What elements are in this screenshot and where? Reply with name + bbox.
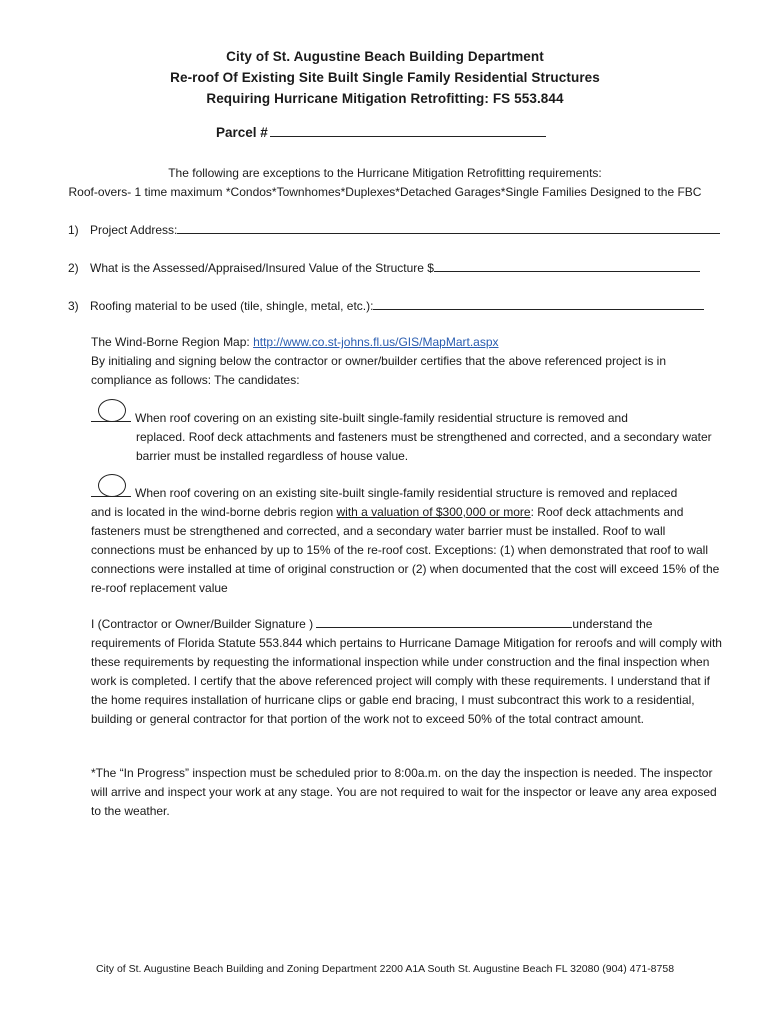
signature-statement-text: understand the requirements of Florida Statute 553.844 which pertains to Hurricane Damage Mitigation for reroofs and will comply with these requirements by requesting the informational inspection while under construction and the final inspection when work is completed. I certify that the above referenced project will comply with these requirements. I understand that if the home requires installation of hurricane clips or gable end bracing, I must subcontract this work to a residential, building or general contractor for that portion of the work not to exceed 50% of the total contract amount. (91, 617, 722, 726)
initial-circle-icon (98, 474, 126, 497)
initial-blank-2[interactable] (91, 483, 131, 497)
valuation-threshold: with a valuation of $300,000 or more (336, 505, 531, 519)
form-title: Re-roof Of Existing Site Built Single Family Residential Structures (170, 70, 600, 85)
parcel-label: Parcel # (216, 125, 268, 140)
question-label: What is the Assessed/Appraised/Insured Value of the Structure $ (90, 261, 434, 275)
wind-borne-map-line (91, 333, 731, 352)
question-number: 2) (68, 261, 79, 275)
structure-value-line[interactable] (434, 258, 700, 272)
question-project-address (68, 220, 720, 240)
question-label: Project Address: (90, 223, 178, 237)
initial-circle-icon (98, 399, 126, 422)
inspection-note: *The “In Progress” inspection must be scheduled prior to 8:00a.m. on the day the inspection is needed. The inspector will arrive and inspect your work at any stage. You are not required to wait for the inspector or leave any area exposed to the weather. (91, 766, 717, 818)
question-number: 1) (68, 223, 79, 237)
initial-blank-1[interactable] (91, 408, 131, 422)
candidate-2-pre: and is located in the wind-borne debris region (91, 505, 337, 519)
exceptions-list: Roof-overs- 1 time maximum *Condos*Townhomes*Duplexes*Detached Garages*Single Families Designed to the FBC (68, 185, 702, 199)
certification-text: By initialing and signing below the contractor or owner/builder certifies that the above referenced project is in compliance as follows: The candidates: (91, 354, 666, 387)
footer-address: City of St. Augustine Beach Building and Zoning Department 2200 A1A South St. Augustine Beach FL 32080 (904) 471-8758 (95, 963, 675, 975)
candidate-2-text: : Roof deck attachments and fasteners must be strengthened and corrected, and a secondary water barrier must be installed. Roof to wall connections must be enhanced by up to 15% of the re-roof cost. Exceptions: (1) when demonstrated that roof to wall connections were installed at time of original construction or (2) when documented that the cost will exceed 15% of the re-roof replacement value (91, 505, 720, 595)
form-subtitle: Requiring Hurricane Mitigation Retrofitting: FS 553.844 (206, 91, 564, 106)
exceptions-intro: The following are exceptions to the Hurricane Mitigation Retrofitting requirements: (168, 166, 602, 180)
project-address-line[interactable] (177, 220, 720, 234)
candidate-1-text: replaced. Roof deck attachments and fasteners must be strengthened and corrected, and a secondary water barrier must be installed regardless of house value. (136, 430, 712, 463)
question-roofing-material (68, 296, 704, 316)
signature-statement (91, 614, 725, 729)
department-title: City of St. Augustine Beach Building Department (226, 49, 544, 64)
roofing-material-line[interactable] (373, 296, 704, 310)
signature-line[interactable] (316, 614, 572, 628)
candidate-1-line1: When roof covering on an existing site-built single-family residential structure is removed and (135, 411, 628, 425)
question-structure-value (68, 258, 700, 278)
wind-map-link[interactable]: http://www.co.st-johns.fl.us/GIS/MapMart.aspx (253, 335, 499, 349)
question-label: Roofing material to be used (tile, shingle, metal, etc.): (90, 299, 374, 313)
signature-label: I (Contractor or Owner/Builder Signature ) (91, 617, 317, 631)
candidate-option-2 (91, 483, 723, 598)
candidate-2-line1: When roof covering on an existing site-built single-family residential structure is removed and replaced (135, 486, 678, 500)
question-number: 3) (68, 299, 79, 313)
wind-map-label: The Wind-Borne Region Map: (91, 335, 254, 349)
parcel-field (216, 123, 546, 140)
parcel-input-line[interactable] (270, 123, 546, 137)
candidate-option-1 (91, 408, 723, 466)
